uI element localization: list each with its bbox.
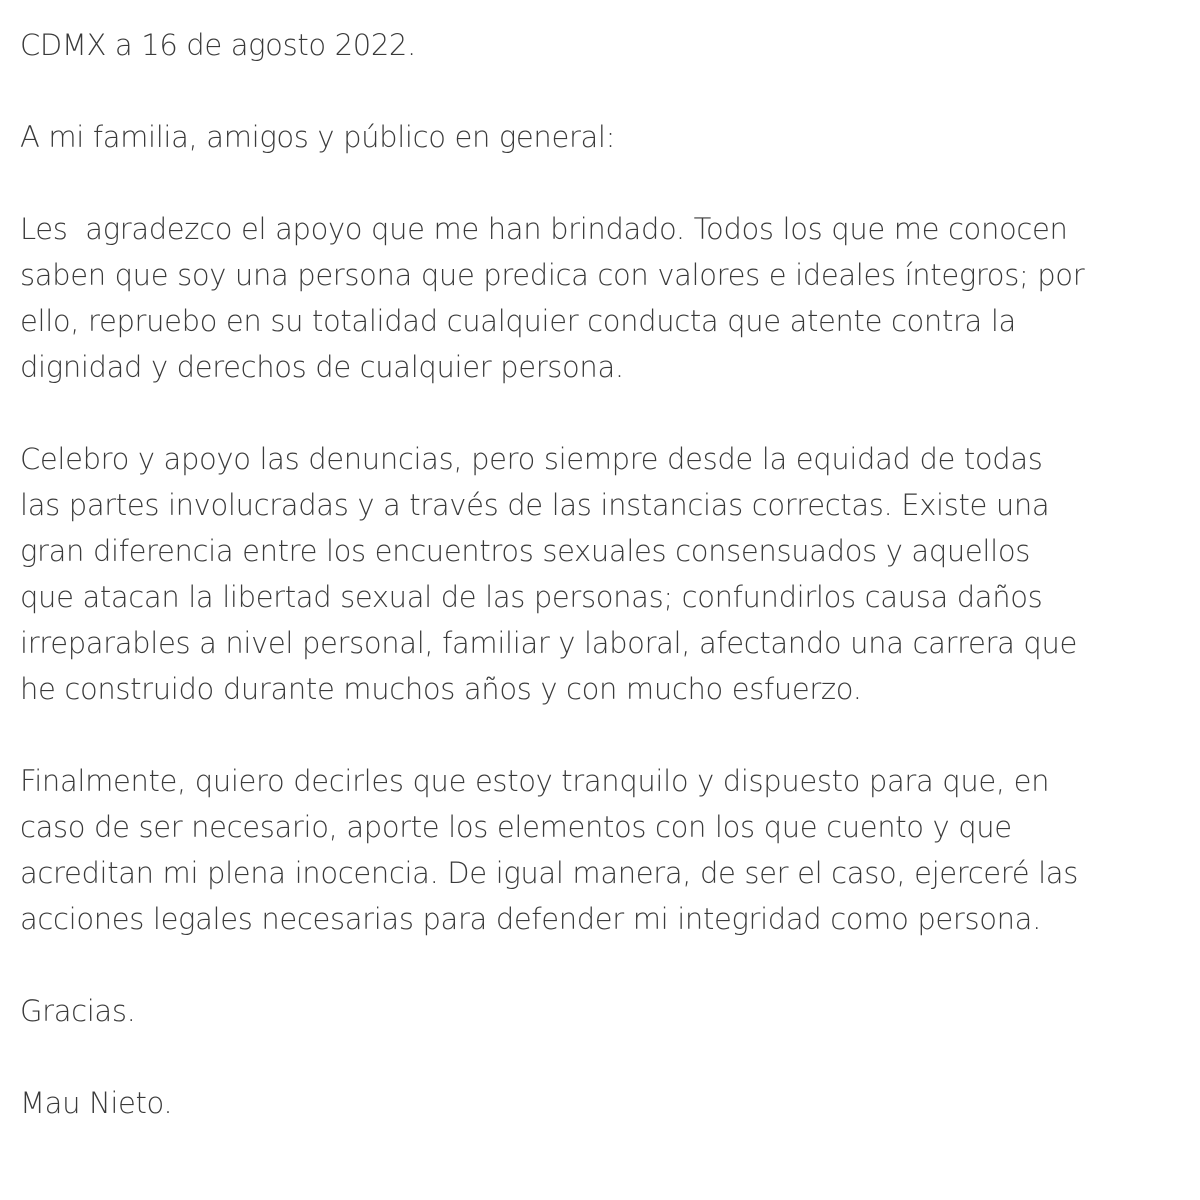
closing — [20, 988, 1195, 1034]
paragraph-denuncias — [20, 436, 1195, 712]
paragraph-line: ello, repruebo en su totalidad cualquier conducta que atente contra la — [20, 304, 1016, 338]
paragraph-line: que atacan la libertad sexual de las personas; confundirlos causa daños — [20, 580, 1043, 614]
paragraph-line: caso de ser necesario, aporte los elementos con los que cuento y que — [20, 810, 1012, 844]
paragraph-line: las partes involucradas y a través de las instancias correctas. Existe una — [20, 488, 1050, 522]
closing-text: Gracias. — [20, 994, 136, 1028]
paragraph-line: acreditan mi plena inocencia. De igual manera, de ser el caso, ejerceré las — [20, 856, 1078, 890]
paragraph-line: acciones legales necesarias para defender mi integridad como persona. — [20, 902, 1041, 936]
paragraph-line: irreparables a nivel personal, familiar y laboral, afectando una carrera que — [20, 626, 1077, 660]
paragraph-final — [20, 758, 1195, 942]
date-line-text: CDMX a 16 de agosto 2022. — [20, 28, 416, 62]
date-line — [20, 22, 1195, 68]
signature-text: Mau Nieto. — [20, 1086, 173, 1120]
paragraph-line: gran diferencia entre los encuentros sexuales consensuados y aquellos — [20, 534, 1030, 568]
salutation-text: A mi familia, amigos y público en general: — [20, 120, 616, 154]
salutation — [20, 114, 1195, 160]
paragraph-line: Les agradezco el apoyo que me han brindado. Todos los que me conocen — [20, 212, 1068, 246]
letter-body — [20, 22, 1195, 1126]
paragraph-line: Finalmente, quiero decirles que estoy tranquilo y dispuesto para que, en — [20, 764, 1050, 798]
paragraph-line: Celebro y apoyo las denuncias, pero siempre desde la equidad de todas — [20, 442, 1043, 476]
paragraph-line: dignidad y derechos de cualquier persona. — [20, 350, 624, 384]
paragraph-line: he construido durante muchos años y con mucho esfuerzo. — [20, 672, 862, 706]
paragraph-gratitude — [20, 206, 1195, 390]
signature — [20, 1080, 1195, 1126]
paragraph-line: saben que soy una persona que predica con valores e ideales íntegros; por — [20, 258, 1085, 292]
